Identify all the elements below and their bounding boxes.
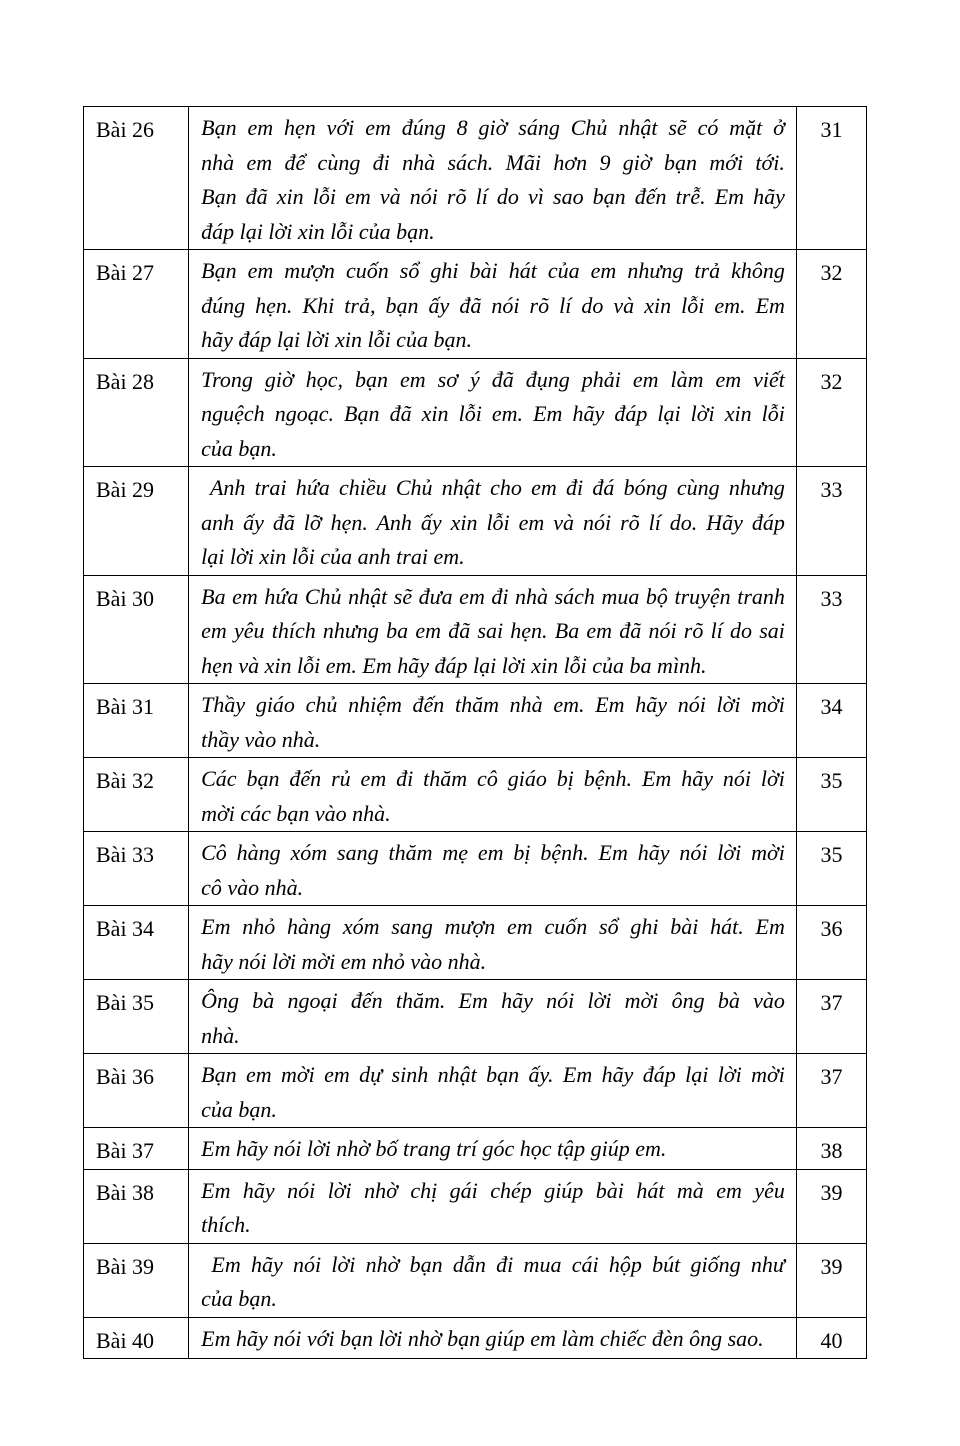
exercise-description	[189, 758, 797, 832]
exercise-description	[189, 467, 797, 576]
table-row	[84, 107, 867, 250]
page-number: 35	[796, 832, 866, 906]
description-line: thầy vào nhà.	[201, 726, 321, 752]
exercise-description	[189, 684, 797, 758]
description-line: Em hãy nói lời nhờ bố trang trí góc học tập giúp em.	[201, 1136, 667, 1161]
page-number: 33	[796, 467, 866, 576]
page-number: 33	[796, 575, 866, 684]
page-number: 37	[796, 1054, 866, 1128]
description-line: Em hãy nói lời nhờ bạn dẫn đi mua cái hộp bút giống như	[201, 1251, 785, 1277]
description-line: thích.	[201, 1212, 251, 1237]
exercise-description	[189, 1169, 797, 1243]
exercise-label: Bài 39	[84, 1243, 189, 1317]
table-row	[84, 832, 867, 906]
table-row	[84, 684, 867, 758]
description-line: cô vào nhà.	[201, 874, 304, 900]
exercise-table-body	[84, 107, 867, 1359]
description-line: Thầy giáo chủ nhiệm đến thăm nhà em. Em hãy nói lời mời	[201, 692, 785, 717]
table-row	[84, 980, 867, 1054]
description-line: Ông bà ngoại đến thăm. Em hãy nói lời mời ông bà vào	[201, 988, 785, 1013]
exercise-label: Bài 31	[84, 684, 189, 758]
table-row	[84, 1169, 867, 1243]
description-line: Bạn em hẹn với em đúng 8 giờ sáng Chủ nhật sẽ có mặt ở	[201, 115, 785, 140]
description-line: Cô hàng xóm sang thăm mẹ em bị bệnh. Em hãy nói lời mời	[201, 840, 785, 865]
exercise-table	[83, 106, 867, 1359]
table-row	[84, 250, 867, 359]
exercise-label: Bài 29	[84, 467, 189, 576]
exercise-label: Bài 37	[84, 1128, 189, 1170]
page-number: 39	[796, 1169, 866, 1243]
table-row	[84, 1054, 867, 1128]
description-line: của bạn.	[201, 1096, 277, 1122]
exercise-description	[189, 358, 797, 467]
exercise-description	[189, 906, 797, 980]
table-row	[84, 1243, 867, 1317]
description-line: Bạn em mời em dự sinh nhật bạn ấy. Em hãy đáp lại lời mời	[201, 1062, 785, 1087]
page-number: 32	[796, 250, 866, 359]
exercise-label: Bài 28	[84, 358, 189, 467]
page-number: 32	[796, 358, 866, 467]
table-row	[84, 358, 867, 467]
description-line: Các bạn đến rủ em đi thăm cô giáo bị bệnh. Em hãy nói lời	[201, 766, 785, 791]
description-line: hẹn và xin lỗi em. Em hãy đáp lại lời xin lỗi của ba mình.	[201, 652, 707, 678]
page-number: 35	[796, 758, 866, 832]
exercise-description	[189, 575, 797, 684]
exercise-label: Bài 32	[84, 758, 189, 832]
exercise-description	[189, 1128, 797, 1170]
exercise-description	[189, 1054, 797, 1128]
exercise-description	[189, 980, 797, 1054]
description-line: Em hãy nói lời nhờ chị gái chép giúp bài hát mà em yêu	[201, 1177, 785, 1203]
description-line: Bạn em mượn cuốn sổ ghi bài hát của em nhưng trả không	[201, 258, 785, 283]
exercise-label: Bài 26	[84, 107, 189, 250]
description-line: Ba em hứa Chủ nhật sẽ đưa em đi nhà sách mua bộ truyện tranh	[201, 583, 785, 609]
page-number: 37	[796, 980, 866, 1054]
description-line: Trong giờ học, bạn em sơ ý đã đụng phải em làm em viết	[201, 366, 785, 392]
table-row	[84, 758, 867, 832]
description-line: Anh trai hứa chiều Chủ nhật cho em đi đá bóng cùng nhưng	[201, 475, 785, 500]
description-line: hãy đáp lại lời xin lỗi của bạn.	[201, 327, 472, 352]
description-line: em yêu thích nhưng ba em đã sai hẹn. Ba em đã nói rõ lí do sai	[201, 618, 785, 643]
description-line: anh ấy đã lỡ hẹn. Anh ấy xin lỗi em và nói rõ lí do. Hãy đáp	[201, 509, 785, 535]
table-row	[84, 1317, 867, 1359]
description-line: đáp lại lời xin lỗi của bạn.	[201, 218, 435, 244]
table-row	[84, 575, 867, 684]
exercise-label: Bài 35	[84, 980, 189, 1054]
description-line: đúng hẹn. Khi trả, bạn ấy đã nói rõ lí do và xin lỗi em. Em	[201, 292, 785, 318]
page-number: 36	[796, 906, 866, 980]
exercise-description	[189, 1317, 797, 1359]
exercise-description	[189, 1243, 797, 1317]
description-line: lại lời xin lỗi của anh trai em.	[201, 544, 465, 569]
exercise-label: Bài 40	[84, 1317, 189, 1359]
exercise-label: Bài 27	[84, 250, 189, 359]
exercise-label: Bài 38	[84, 1169, 189, 1243]
exercise-label: Bài 33	[84, 832, 189, 906]
page-number: 34	[796, 684, 866, 758]
page-number: 38	[796, 1128, 866, 1170]
exercise-label: Bài 36	[84, 1054, 189, 1128]
description-line: nhà em để cùng đi nhà sách. Mãi hơn 9 giờ bạn mới tới.	[201, 149, 785, 175]
table-row	[84, 906, 867, 980]
exercise-description	[189, 832, 797, 906]
description-line: hãy nói lời mời em nhỏ vào nhà.	[201, 948, 487, 974]
table-row	[84, 1128, 867, 1170]
description-line: Bạn đã xin lỗi em và nói rõ lí do vì sao bạn đến trễ. Em hãy	[201, 184, 785, 209]
description-line: mời các bạn vào nhà.	[201, 800, 391, 826]
page-number: 39	[796, 1243, 866, 1317]
table-row	[84, 467, 867, 576]
page-number: 31	[796, 107, 866, 250]
page-number: 40	[796, 1317, 866, 1359]
description-line: của bạn.	[201, 1286, 277, 1311]
description-line: Em nhỏ hàng xóm sang mượn em cuốn sổ ghi bài hát. Em	[201, 914, 785, 939]
exercise-label: Bài 30	[84, 575, 189, 684]
description-line: Em hãy nói với bạn lời nhờ bạn giúp em làm chiếc đèn ông sao.	[201, 1325, 764, 1351]
description-line: của bạn.	[201, 435, 277, 461]
description-line: nguệch ngoạc. Bạn đã xin lỗi em. Em hãy đáp lại lời xin lỗi	[201, 401, 785, 426]
description-line: nhà.	[201, 1022, 240, 1048]
exercise-label: Bài 34	[84, 906, 189, 980]
exercise-description	[189, 250, 797, 359]
exercise-description	[189, 107, 797, 250]
